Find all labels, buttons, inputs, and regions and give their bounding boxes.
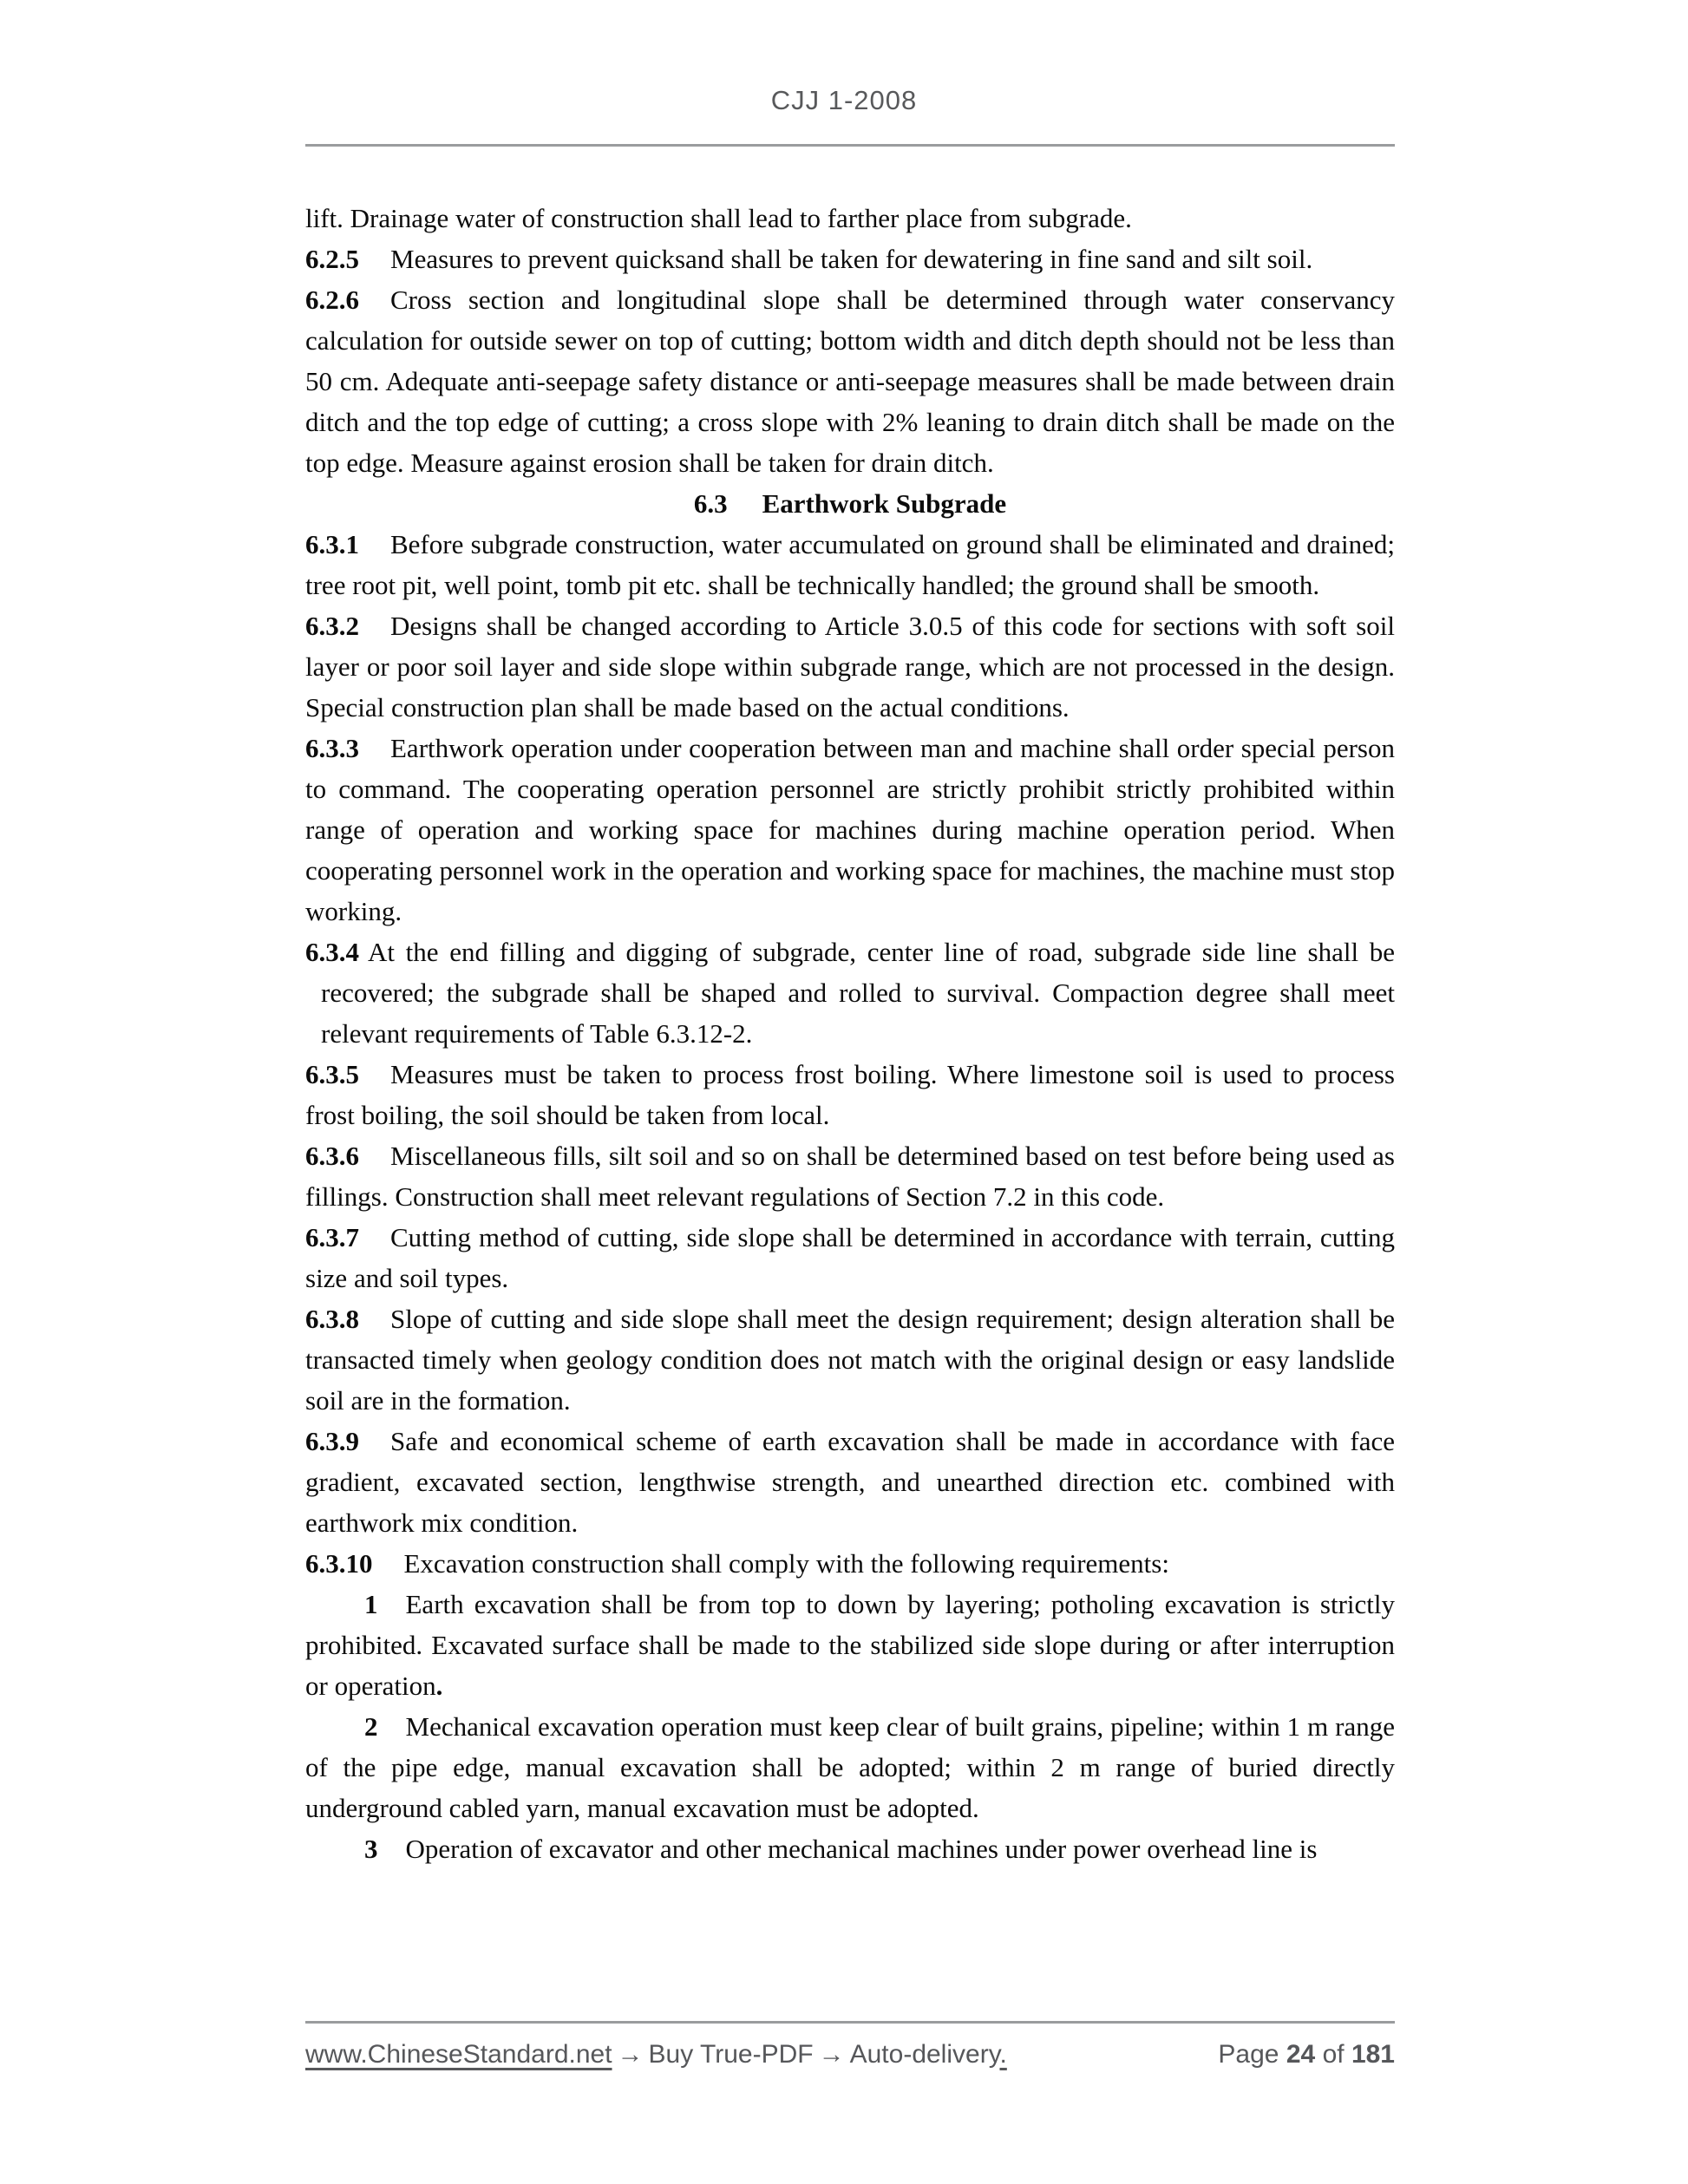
section-number: 6.3 bbox=[693, 488, 728, 519]
clause-text: Before subgrade construction, water accumulated on ground shall be eliminated and drained; tree root pit, well point, tomb pit etc. shall be technically handled; the ground shall be smooth. bbox=[305, 529, 1395, 600]
paragraph-6-3-10 bbox=[305, 1543, 1395, 1584]
item-text: Earth excavation shall be from top to down by layering; potholing excavation is strictly prohibited. Excavated surface shall be made to the stabilized side slope during or after interruption or operation bbox=[305, 1589, 1395, 1701]
clause-text: Measures to prevent quicksand shall be taken for dewatering in fine sand and silt soil. bbox=[390, 244, 1313, 274]
clause-number: 6.3.8 bbox=[305, 1304, 359, 1334]
item-number: 1 bbox=[364, 1589, 378, 1619]
clause-text: Earthwork operation under cooperation between man and machine shall order special person to command. The cooperating operation personnel are strictly prohibit strictly prohibited within range of operation and working space for machines during machine operation period. When cooperating personnel work in the operation and working space for machines, the machine must stop working. bbox=[305, 733, 1395, 926]
paragraph-6-3-8 bbox=[305, 1298, 1395, 1421]
clause-text: Slope of cutting and side slope shall meet the design requirement; design alteration shall be transacted timely when geology condition does not match with the original design or easy landslide soil are in the formation. bbox=[305, 1304, 1395, 1416]
arrow-right-icon: → bbox=[818, 2040, 845, 2069]
page-current: 24 bbox=[1286, 2040, 1316, 2069]
item-number: 2 bbox=[364, 1711, 378, 1742]
paragraph-6-3-2 bbox=[305, 605, 1395, 728]
clause-number: 6.3.6 bbox=[305, 1141, 359, 1171]
list-item-2 bbox=[305, 1706, 1395, 1828]
clause-text: Miscellaneous fills, silt soil and so on shall be determined based on test before being used as fillings. Construction shall meet relevant regulations of Section 7.2 in this code. bbox=[305, 1141, 1395, 1212]
clause-text: Safe and economical scheme of earth excavation shall be made in accordance with face gradient, excavated section, lengthwise strength, and unearthed direction etc. combined with earthwork mix condition. bbox=[305, 1426, 1395, 1538]
item-text: Operation of excavator and other mechanical machines under power overhead line is bbox=[405, 1834, 1318, 1864]
header-rule bbox=[305, 144, 1395, 147]
paragraph-6-3-7 bbox=[305, 1217, 1395, 1298]
footer-period: . bbox=[999, 2040, 1007, 2069]
document-body bbox=[305, 198, 1395, 1869]
paragraph-6-2-6 bbox=[305, 279, 1395, 483]
clause-number: 6.2.6 bbox=[305, 284, 359, 315]
clause-text: At the end filling and digging of subgrade, center line of road, subgrade side line shall be recovered; the subgrade shall be shaped and rolled to survival. Compaction degree shall meet relevant requirements of Table 6.3.12-2. bbox=[321, 937, 1395, 1049]
list-item-1 bbox=[305, 1584, 1395, 1706]
footer-site-link[interactable]: www.ChineseStandard.net bbox=[305, 2040, 612, 2069]
paragraph-6-3-5 bbox=[305, 1054, 1395, 1135]
section-title: Earthwork Subgrade bbox=[762, 488, 1007, 519]
clause-text: Designs shall be changed according to Article 3.0.5 of this code for sections with soft soil layer or poor soil layer and side slope within subgrade range, which are not processed in the design. Special construction plan shall be made based on the actual conditions. bbox=[305, 611, 1395, 723]
paragraph-text: lift. Drainage water of construction shall lead to farther place from subgrade. bbox=[305, 203, 1132, 233]
paragraph-6-2-5 bbox=[305, 239, 1395, 279]
clause-text: Cross section and longitudinal slope shall be determined through water conservancy calculation for outside sewer on top of cutting; bottom width and ditch depth should not be less than 50 cm. Adequate anti-seepage safety distance or anti-seepage measures shall be made between drain ditch and the top edge of cutting; a cross slope with 2% leaning to drain ditch shall be made on the top edge. Measure against erosion shall be taken for drain ditch. bbox=[305, 284, 1395, 478]
footer-cta-delivery: Auto-delivery bbox=[849, 2040, 1000, 2069]
item-bold-period: . bbox=[435, 1671, 443, 1701]
clause-number: 6.3.5 bbox=[305, 1059, 359, 1089]
paragraph-6-3-3 bbox=[305, 728, 1395, 932]
clause-number: 6.3.10 bbox=[305, 1548, 373, 1579]
footer-promo bbox=[305, 2040, 1007, 2070]
clause-number: 6.3.7 bbox=[305, 1222, 359, 1252]
clause-number: 6.3.3 bbox=[305, 733, 359, 763]
clause-number: 6.2.5 bbox=[305, 244, 359, 274]
clause-text: Excavation construction shall comply with the following requirements: bbox=[403, 1548, 1169, 1579]
item-number: 3 bbox=[364, 1834, 378, 1864]
clause-text: Measures must be taken to process frost boiling. Where limestone soil is used to process frost boiling, the soil should be taken from local. bbox=[305, 1059, 1395, 1130]
clause-number: 6.3.1 bbox=[305, 529, 359, 559]
list-item-3 bbox=[305, 1828, 1395, 1869]
paragraph-6-3-4 bbox=[305, 932, 1395, 1054]
item-text: Mechanical excavation operation must keep clear of built grains, pipeline; within 1 m range of the pipe edge, manual excavation shall be adopted; within 2 m range of buried directly underground cabled yarn, manual excavation must be adopted. bbox=[305, 1711, 1395, 1823]
clause-number: 6.3.9 bbox=[305, 1426, 359, 1456]
paragraph-intro bbox=[305, 198, 1395, 239]
page-indicator bbox=[1218, 2040, 1395, 2070]
clause-number: 6.3.2 bbox=[305, 611, 359, 641]
page-label: Page bbox=[1218, 2040, 1279, 2069]
page-total: 181 bbox=[1351, 2040, 1395, 2069]
paragraph-6-3-1 bbox=[305, 524, 1395, 605]
footer bbox=[305, 2040, 1395, 2070]
arrow-right-icon: → bbox=[617, 2040, 644, 2069]
of-label: of bbox=[1322, 2040, 1345, 2069]
footer-cta-buy: Buy True-PDF bbox=[648, 2040, 814, 2069]
paragraph-6-3-9 bbox=[305, 1421, 1395, 1543]
footer-rule bbox=[305, 2021, 1395, 2024]
section-heading-6-3 bbox=[305, 483, 1395, 524]
clause-text: Cutting method of cutting, side slope shall be determined in accordance with terrain, cutting size and soil types. bbox=[305, 1222, 1395, 1293]
clause-number: 6.3.4 bbox=[305, 937, 359, 967]
header-doc-code: CJJ 1-2008 bbox=[770, 85, 918, 115]
paragraph-6-3-6 bbox=[305, 1135, 1395, 1217]
